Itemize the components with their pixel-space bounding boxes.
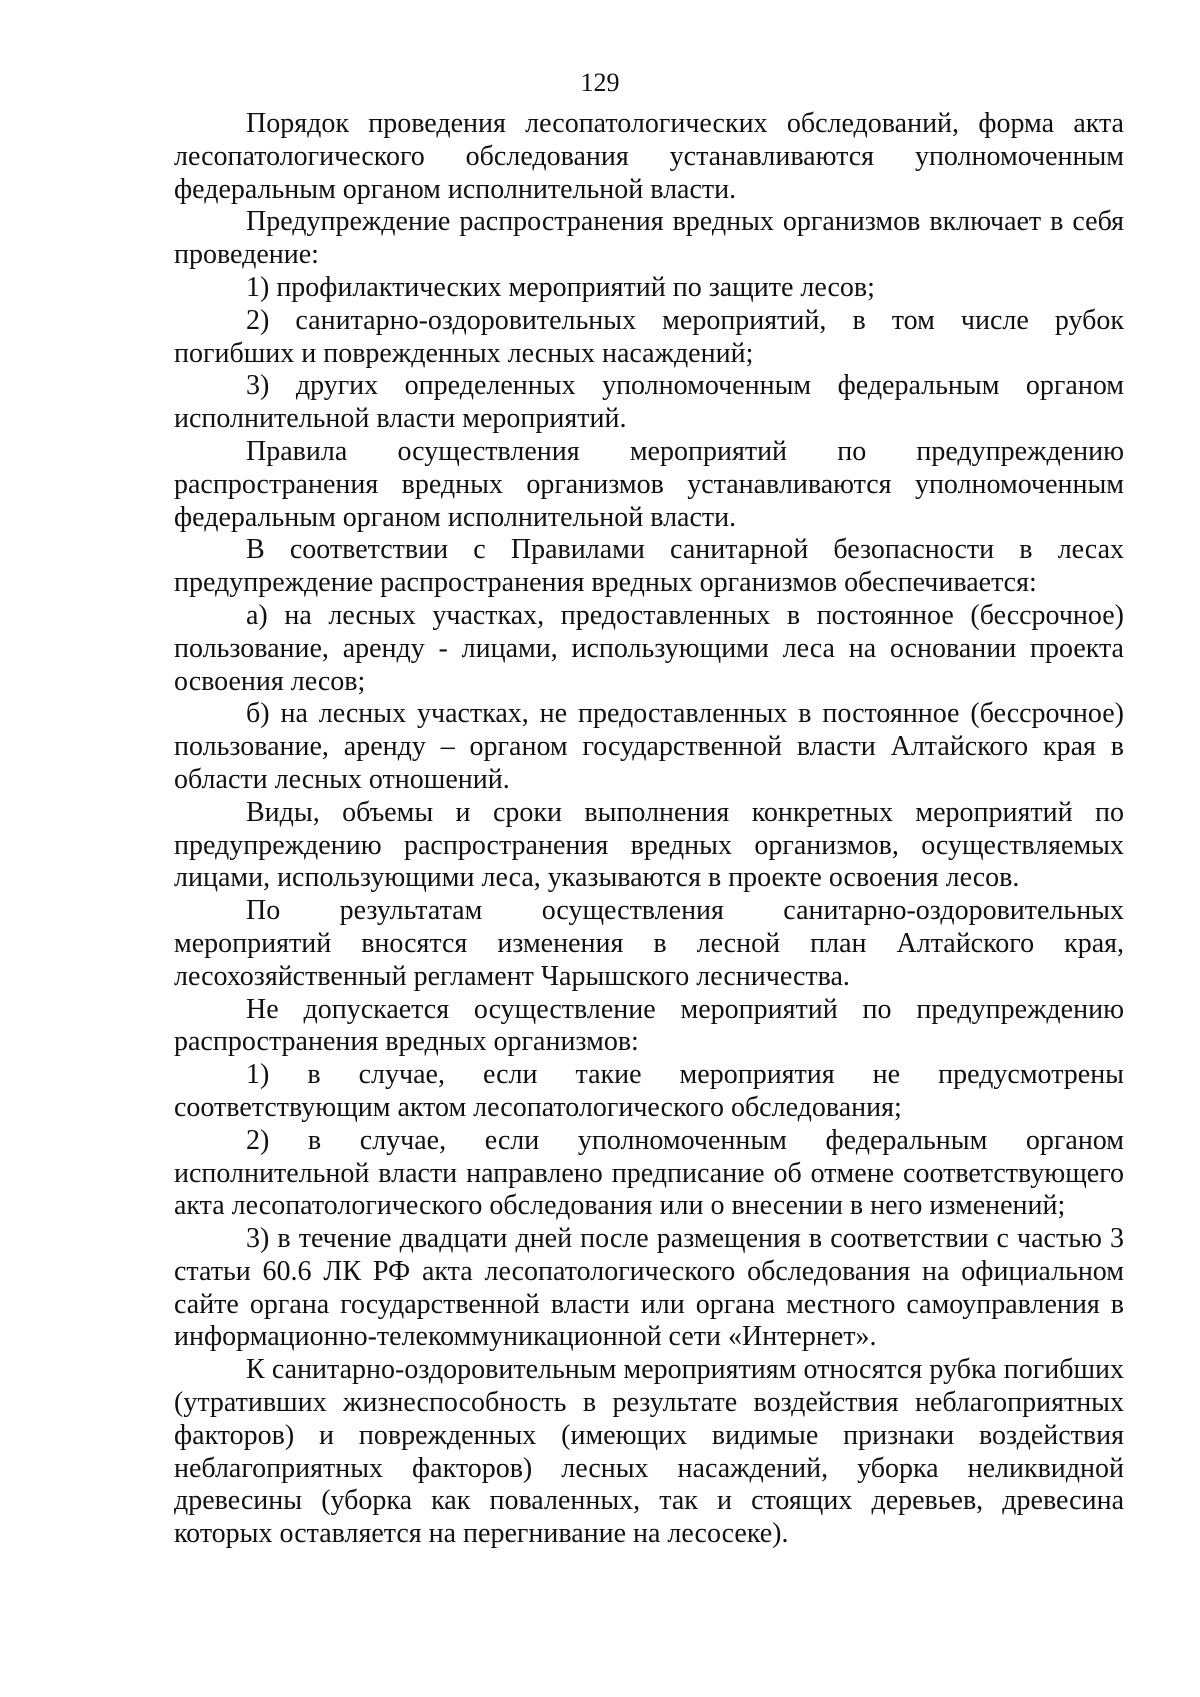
list-item: 1) профилактических мероприятий по защите лесов; <box>246 271 875 303</box>
paragraph: К санитарно-оздоровительным мероприятиям относятся рубка погибших (утративших жизнеспособность в результате воздействия неблагоприятных факторов) и поврежденных (имеющих видимые признаки воздействия неблагоприятных факторов) лесных насаждений, уборка неликвидной древесины (уборка как поваленных, так и стоящих деревьев, древесина которых оставляется на перегнивание на лесосеке). <box>174 1354 1124 1550</box>
list-item: а) на лесных участках, предоставленных в постоянное (бессрочное) пользование, аренду - лицами, использующими леса на основании проекта освоения лесов; <box>174 599 1124 697</box>
list-item: 3) других определенных уполномоченным федеральным органом исполнительной власти мероприятий. <box>174 370 1124 435</box>
paragraph: В соответствии с Правилами санитарной безопасности в лесах предупреждение распространения вредных организмов обеспечивается: <box>174 534 1124 599</box>
list-item: б) на лесных участках, не предоставленных в постоянное (бессрочное) пользование, аренду – органом государственной власти Алтайского края в области лесных отношений. <box>174 698 1124 795</box>
list-item: 2) в случае, если уполномоченным федеральным органом исполнительной власти направлено предписание об отмене соответствующего акта лесопатологического обследования или о внесении в него изменений; <box>174 1124 1124 1222</box>
paragraph: По результатам осуществления санитарно-оздоровительных мероприятий вносятся изменения в лесной план Алтайского края, лесохозяйственный регламент Чарышского лесничества. <box>174 895 1124 992</box>
paragraph: Правила осуществления мероприятий по предупреждению распространения вредных организмов устанавливаются уполномоченным федеральным органом исполнительной власти. <box>174 435 1124 533</box>
list-item: 3) в течение двадцати дней после размещения в соответствии с частью 3 статьи 60.6 ЛК РФ акта лесопатологического обследования на официальном сайте органа государственной власти или органа местного самоуправления в информационно-телекоммуникационной сети «Интернет». <box>174 1223 1124 1353</box>
paragraph: Порядок проведения лесопатологических обследований, форма акта лесопатологического обследования устанавливаются уполномоченным федеральным органом исполнительной власти. <box>174 108 1124 205</box>
document-body <box>174 108 1124 1551</box>
list-item: 1) в случае, если такие мероприятия не предусмотрены соответствующим актом лесопатологического обследования; <box>174 1059 1124 1123</box>
paragraph: Виды, объемы и сроки выполнения конкретных мероприятий по предупреждению распространения вредных организмов, осуществляемых лицами, использующими леса, указываются в проекте освоения лесов. <box>174 796 1124 894</box>
list-item: 2) санитарно-оздоровительных мероприятий, в том числе рубок погибших и поврежденных лесных насаждений; <box>174 304 1124 369</box>
page-number: 129 <box>580 68 620 97</box>
paragraph: Предупреждение распространения вредных организмов включает в себя проведение: <box>174 206 1124 271</box>
paragraph: Не допускается осуществление мероприятий по предупреждению распространения вредных организмов: <box>174 993 1124 1058</box>
